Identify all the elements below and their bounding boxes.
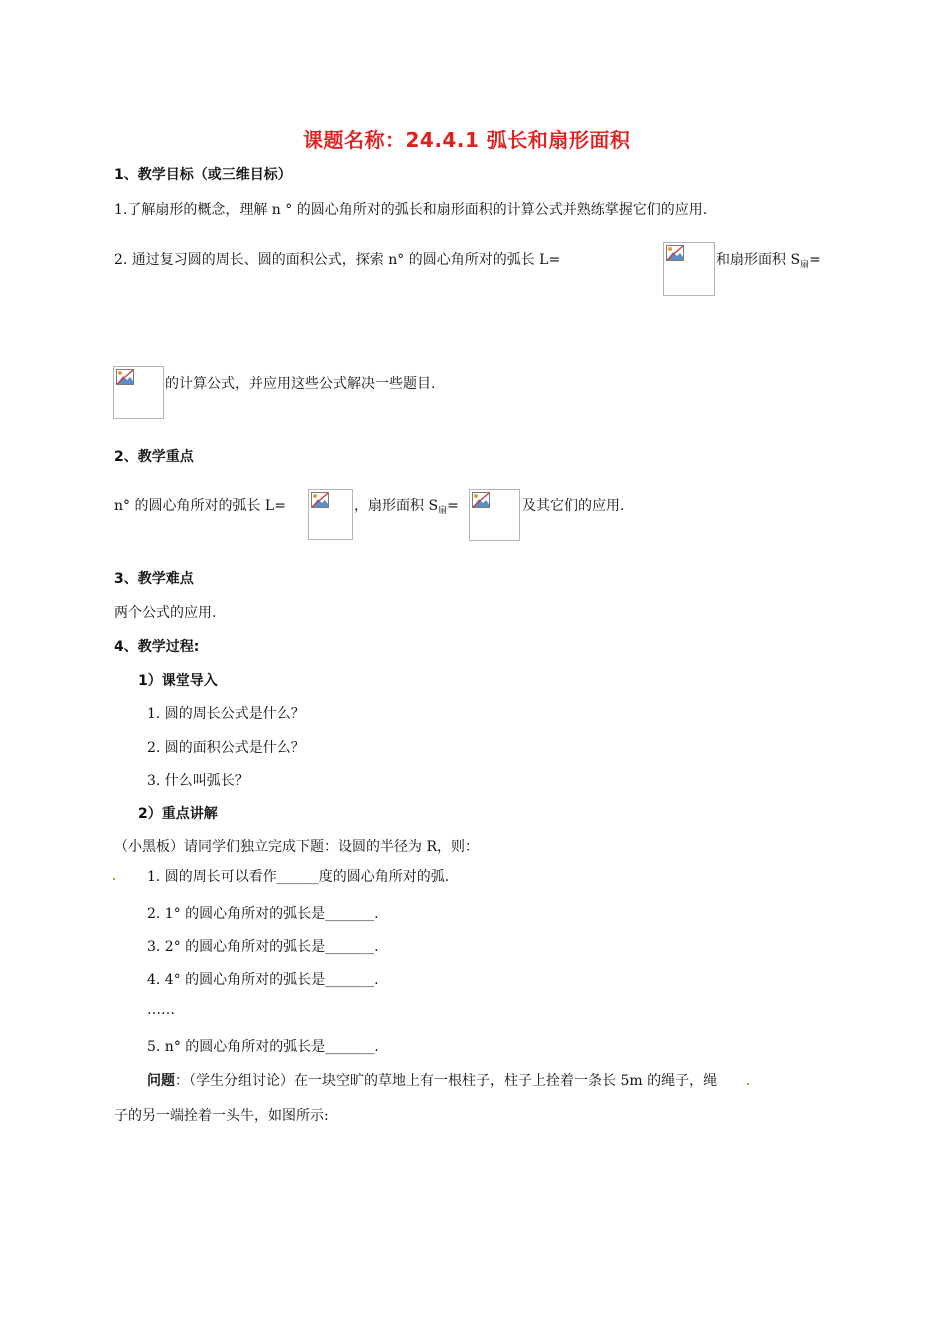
sector-subscript-2: 扇 [438, 506, 448, 516]
key-point-end: 及其它们的应用. [522, 498, 625, 514]
broken-image-icon [472, 492, 490, 508]
exercise-item-3: 3. 2° 的圆心角所对的弧长是_______. [147, 939, 379, 955]
stray-mark [113, 878, 115, 880]
key-point-text: n° 的圆心角所对的弧长 L= [114, 498, 286, 514]
equals-sign: = [809, 252, 821, 268]
section-heading-objectives: 1、教学目标（或三维目标） [114, 167, 292, 183]
objective-item-2-text: 2. 通过复习圆的周长、圆的面积公式，探索 n° 的圆心角所对的弧长 L= [114, 252, 561, 268]
section-heading-key-points: 2、教学重点 [114, 449, 194, 465]
broken-image-icon [666, 245, 684, 261]
blackboard-intro: （小黑板）请同学们独立完成下题：设圆的半径为 R，则： [114, 839, 479, 855]
subsection-heading-key-explanation: 2）重点讲解 [138, 806, 218, 822]
broken-image-icon [116, 369, 134, 385]
section-heading-process: 4、教学过程: [114, 639, 200, 655]
section-heading-difficulty: 3、教学难点 [114, 571, 194, 587]
question-line-1 [147, 1070, 717, 1090]
objective-item-2-sector [716, 249, 821, 269]
exercise-item-2: 2. 1° 的圆心角所对的弧长是_______. [147, 906, 379, 922]
formula-image-arc-length-2 [308, 489, 353, 540]
key-point-sector [354, 495, 459, 515]
intro-question-3: 3. 什么叫弧长？ [147, 773, 249, 789]
intro-question-1: 1. 圆的周长公式是什么？ [147, 706, 305, 722]
difficulty-text: 两个公式的应用. [114, 605, 217, 621]
formula-image-sector-area-2 [469, 489, 520, 541]
broken-image-icon [311, 492, 329, 508]
sector-area-label: 和扇形面积 S [716, 252, 801, 268]
formula-image-arc-length [663, 242, 715, 296]
sector-area-label-2: ，扇形面积 S [354, 498, 439, 514]
objective-item-1: 1.了解扇形的概念，理解 n ° 的圆心角所对的弧长和扇形面积的计算公式并熟练掌握它们的应用. [114, 202, 708, 218]
formula-image-sector-area [113, 366, 164, 419]
exercise-item-4: 4. 4° 的圆心角所对的弧长是_______. [147, 972, 379, 988]
intro-question-2: 2. 圆的面积公式是什么？ [147, 740, 305, 756]
question-label: 问题 [147, 1073, 175, 1089]
stray-mark-2 [747, 1083, 749, 1085]
question-colon: ： [175, 1073, 189, 1089]
page-title: 课题名称：24.4.1 弧长和扇形面积 [303, 128, 631, 152]
exercise-item-1: 1. 圆的周长可以看作______度的圆心角所对的弧. [147, 869, 450, 885]
question-line-2: 子的另一端拴着一头牛，如图所示: [114, 1108, 329, 1124]
objective-item-2-end: 的计算公式，并应用这些公式解决一些题目. [165, 376, 436, 392]
equals-sign-2: = [447, 498, 459, 514]
exercise-item-5: 5. n° 的圆心角所对的弧长是_______. [147, 1039, 379, 1055]
question-text-1: （学生分组讨论）在一块空旷的草地上有一根柱子，柱子上拴着一条长 5m 的绳子，绳 [189, 1073, 718, 1089]
exercise-ellipsis: …… [147, 1002, 175, 1018]
subsection-heading-intro: 1）课堂导入 [138, 673, 218, 689]
sector-subscript: 扇 [800, 260, 810, 270]
